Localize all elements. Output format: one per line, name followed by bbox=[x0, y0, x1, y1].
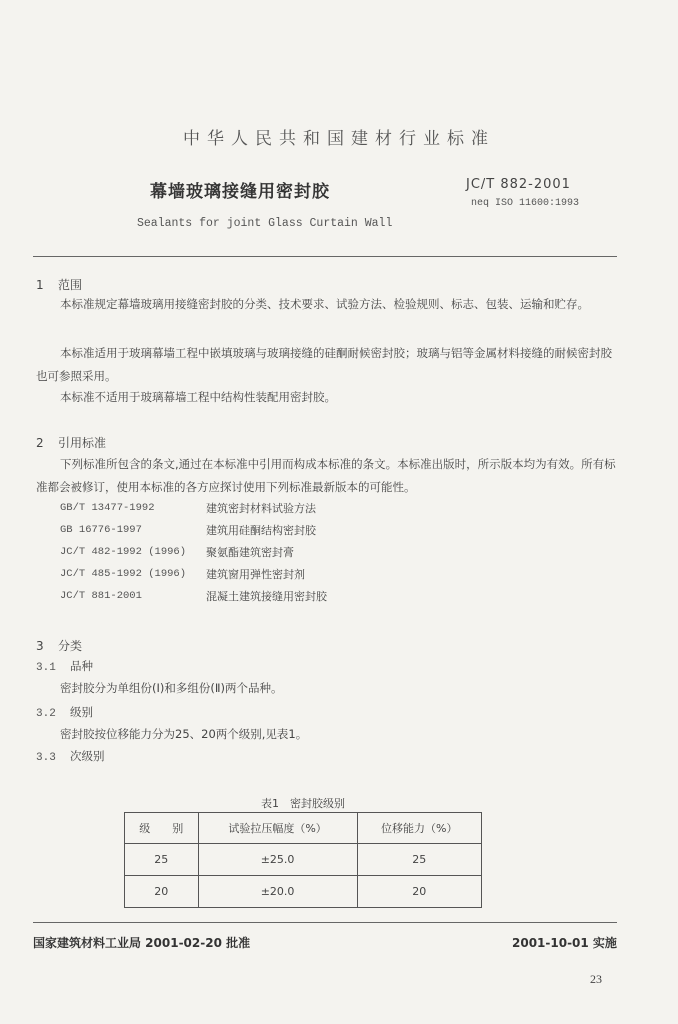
table-cell: 20 bbox=[357, 876, 481, 908]
table-cell: 25 bbox=[357, 844, 481, 876]
reference-code: GB/T 13477-1992 bbox=[60, 502, 155, 514]
reference-item bbox=[60, 519, 460, 541]
section-3-heading bbox=[36, 637, 82, 654]
subsection-number: 3.1 bbox=[36, 662, 56, 674]
section-1-para-2: 本标准适用于玻璃幕墙工程中嵌填玻璃与玻璃接缝的硅酮耐候密封胶；玻璃与铝等金属材料接缝的耐候密封胶也可参照采用。 bbox=[36, 346, 612, 383]
reference-name: 建筑密封材料试验方法 bbox=[206, 502, 316, 515]
section-1-para-1: 本标准规定幕墙玻璃用接缝密封胶的分类、技术要求、试验方法、检验规则、标志、包装、运输和贮存。 bbox=[60, 297, 589, 311]
subsection-number: 3.2 bbox=[36, 708, 56, 720]
standard-category: 中华人民共和国建材行业标准 bbox=[183, 129, 495, 149]
section-title: 分类 bbox=[58, 639, 83, 653]
reference-item bbox=[60, 585, 460, 607]
subsection-3-2-text: 密封胶按位移能力分为25、20两个级别,见表1。 bbox=[60, 727, 308, 741]
reference-code: JC/T 482-1992 (1996) bbox=[60, 546, 187, 558]
section-number: 1 bbox=[36, 278, 44, 292]
reference-list bbox=[60, 497, 460, 607]
section-number: 3 bbox=[36, 639, 44, 653]
table-row bbox=[125, 844, 482, 876]
grade-table bbox=[124, 812, 482, 908]
header-rule bbox=[33, 256, 617, 257]
table-header-row bbox=[125, 813, 482, 844]
reference-name: 聚氨酯建筑密封膏 bbox=[206, 546, 294, 559]
standard-code: JC/T 882-2001 bbox=[466, 177, 571, 192]
table-cell: ±20.0 bbox=[198, 876, 357, 908]
reference-item bbox=[60, 563, 460, 585]
subsection-3-3-heading bbox=[36, 745, 105, 770]
subsection-title: 级别 bbox=[70, 705, 93, 719]
table-header-cell: 试验拉压幅度（%） bbox=[198, 813, 357, 844]
subsection-3-1-text: 密封胶分为单组份(Ⅰ)和多组份(Ⅱ)两个品种。 bbox=[60, 681, 283, 695]
reference-name: 建筑用硅酮结构密封胶 bbox=[206, 524, 316, 537]
section-2-heading bbox=[36, 434, 106, 451]
table-cell: 25 bbox=[125, 844, 199, 876]
subsection-number: 3.3 bbox=[36, 752, 56, 764]
document-title-english: Sealants for joint Glass Curtain Wall bbox=[137, 217, 393, 230]
section-title: 范围 bbox=[58, 278, 83, 292]
footer-rule bbox=[33, 922, 617, 923]
reference-name: 混凝土建筑接缝用密封胶 bbox=[206, 590, 327, 603]
reference-name: 建筑窗用弹性密封剂 bbox=[206, 568, 305, 581]
section-number: 2 bbox=[36, 436, 44, 450]
reference-code: GB 16776-1997 bbox=[60, 524, 142, 536]
section-1-para-3: 本标准不适用于玻璃幕墙工程中结构性装配用密封胶。 bbox=[60, 390, 336, 404]
document-title: 幕墙玻璃接缝用密封胶 bbox=[150, 182, 330, 202]
equivalence-note: neq ISO 11600:1993 bbox=[471, 198, 580, 209]
table-caption: 表1 密封胶级别 bbox=[261, 797, 345, 810]
implementation-date: 2001-10-01 实施 bbox=[512, 936, 617, 950]
reference-item bbox=[60, 541, 460, 563]
section-1-heading bbox=[36, 276, 82, 293]
section-title: 引用标准 bbox=[58, 436, 107, 450]
table-header-cell: 位移能力（%） bbox=[357, 813, 481, 844]
approval-line: 国家建筑材料工业局 2001-02-20 批准 bbox=[33, 936, 251, 950]
table-header-cell: 级 别 bbox=[125, 813, 199, 844]
section-2-para: 下列标准所包含的条文,通过在本标准中引用而构成本标准的条文。本标准出版时，所示版本均为有效。所有标准都会被修订，使用本标准的各方应探讨使用下列标准最新版本的可能性。 bbox=[36, 457, 616, 494]
subsection-title: 品种 bbox=[70, 659, 93, 673]
table-cell: 20 bbox=[125, 876, 199, 908]
subsection-title: 次级别 bbox=[70, 749, 105, 763]
table-cell: ±25.0 bbox=[198, 844, 357, 876]
page-number: 23 bbox=[590, 972, 602, 986]
reference-item bbox=[60, 497, 460, 519]
reference-code: JC/T 881-2001 bbox=[60, 590, 142, 602]
table-row bbox=[125, 876, 482, 908]
reference-code: JC/T 485-1992 (1996) bbox=[60, 568, 187, 580]
